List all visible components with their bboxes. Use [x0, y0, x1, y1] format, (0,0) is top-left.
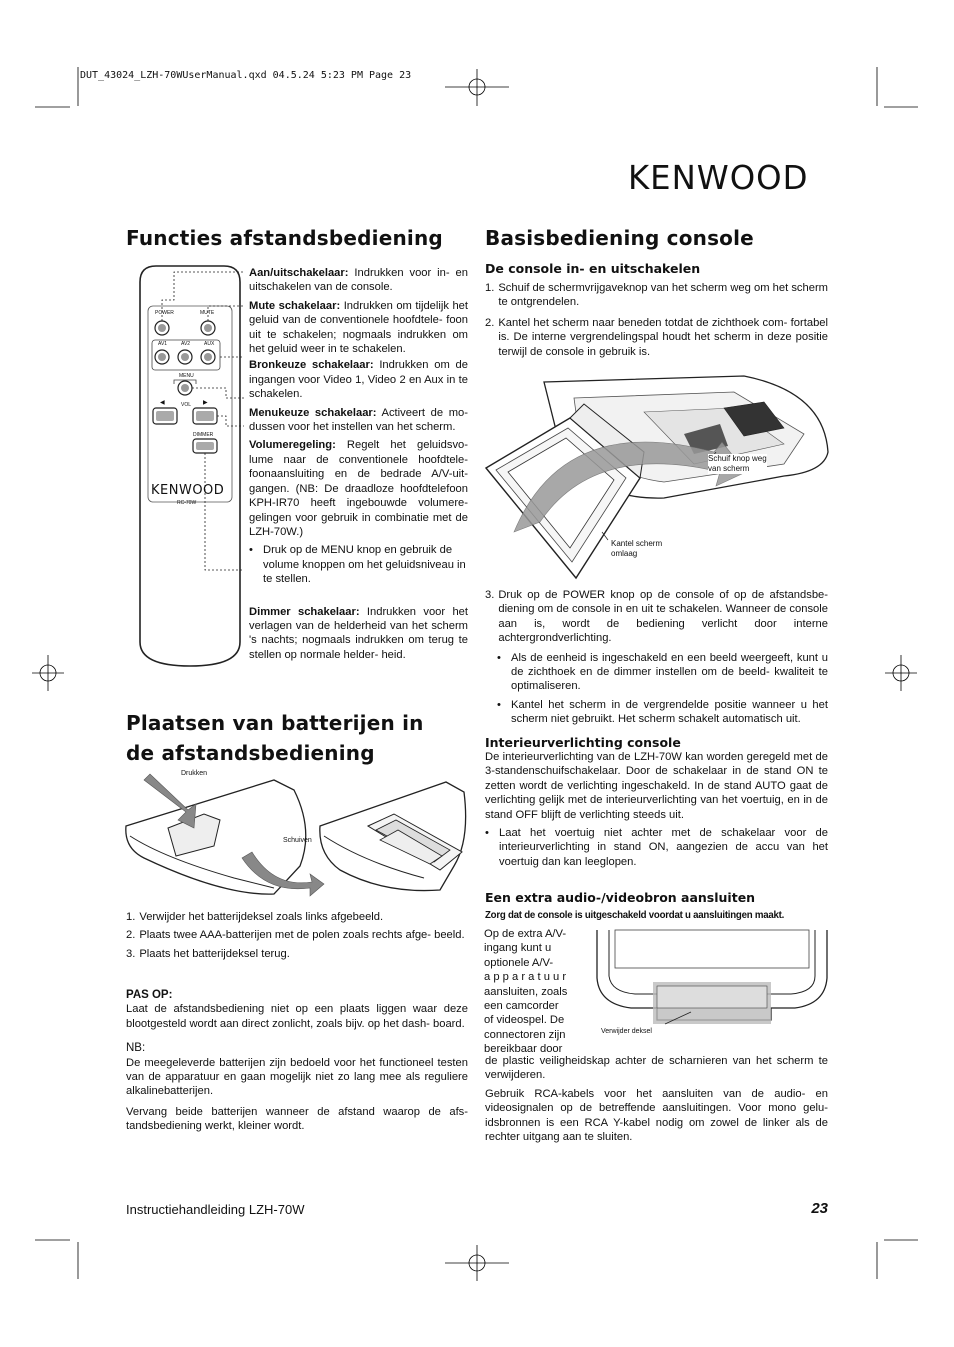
remote-vol-left-glyph: ◀	[160, 400, 165, 406]
item-dimmer: Dimmer schakelaar: Indrukken voor het verlagen van de helderheid van het scherm 's nachts; nogmaals indrukken om terug te stellen op normale helder- heid.	[249, 605, 468, 661]
remote-brand-logo: KENWOOD	[151, 483, 225, 498]
av-cover-illustration	[595, 928, 829, 1028]
remote-illustration	[136, 262, 266, 672]
section-title-batteries: Plaatsen van batterijen in de afstandsbediening	[126, 711, 424, 765]
remote-vol-right-glyph: ▶	[203, 400, 208, 406]
battery-steps	[126, 910, 468, 961]
footer-manual-title: Instructiehandleiding LZH-70W	[126, 1202, 305, 1217]
remote-function-list	[249, 266, 468, 662]
remote-aux-label: AUX	[204, 341, 215, 347]
registration-mark-bottom	[445, 1245, 509, 1281]
av-text-narrow: Op de extra A/V- ingang kunt u optionele A/V- a p p a r a t u u r aansluiten, zoals een camcorder of videospel. De connectoren zijn bereikbaar door	[484, 928, 568, 1056]
subtitle-power: De console in- en uitschakelen	[485, 261, 701, 276]
remote-av2-label: AV2	[181, 341, 191, 347]
remote-power-label: POWER	[155, 310, 174, 316]
item-mute: Mute schakelaar: Indrukken om tijdelijk het geluid van de conventionele hoofdtele- foon uit te schakelen; nogmaals indrukken om het geluid weer in te schakelen.	[249, 299, 468, 356]
slide-knob-label: Schuif knop weg van scherm	[708, 454, 767, 473]
battery-step-2: 2. Plaats twee AAA-batterijen met de polen zoals rechts afge- beeld.	[126, 929, 465, 942]
console-steps	[485, 281, 828, 359]
remote-dimmer-label: DIMMER	[193, 432, 214, 438]
remote-mute-label: MUTE	[200, 310, 215, 316]
battery-illustration	[124, 770, 474, 900]
note-title: NB:	[126, 1042, 146, 1055]
interior-bullet: • Laat het voertuig niet achter met de schakelaar voor de interieurverlichting in stand ON, aangezien de accu van het voertuig dan kan leeglopen.	[485, 827, 828, 868]
registration-mark-top	[445, 69, 509, 106]
volume-bullet: • Druk op de MENU knop en gebruik de volume knoppen om het geluidsniveau in te stellen.	[249, 544, 466, 586]
subtitle-av-source: Een extra audio-/videobron aansluiten	[485, 890, 756, 905]
remote-model-label: RC-70W	[177, 500, 197, 506]
item-source: Bronkeuze schakelaar: Indrukken om de ingangen voor Video 1, Video 2 en Aux in te schakelen.	[249, 359, 468, 401]
file-info: DUT_43024_LZH-70WUserManual.qxd 04.5.24 5:23 PM Page 23	[80, 70, 412, 81]
console-step-2: 2. Kantel het scherm naar beneden totdat de zichthoek com- fortabel is. De interne vergrendelingspal houdt het scherm in deze positie terwijl de console in gebruik is.	[485, 316, 828, 358]
av-text-tail: de plastic veiligheidskap achter de scharnieren van het scherm te verwijderen. Gebruik RCA-kabels voor het aansluiten van de audio- en videosignalen op de betreffende aansluitingen. Voor mono gelu- idsbronnen is een RCA Y-kabel nodig om zowel de linker als de rechter uitgang aan te sluiten.	[485, 1055, 828, 1144]
remove-cover-label: Verwijder deksel	[601, 1028, 652, 1035]
remote-av1-label: AV1	[158, 341, 168, 347]
page-number: 23	[811, 1200, 828, 1217]
step3-bullet-2: • Kantel het scherm in de vergrendelde positie wanneer u het scherm niet gebruikt. Het scherm schakelt automatisch uit.	[497, 698, 828, 726]
console-step-1: 1. Schuif de schermvrijgaveknop van het scherm weg om het scherm te ontgrendelen.	[485, 282, 828, 309]
subtitle-interior: Interieurverlichting console	[485, 735, 681, 750]
console-step-3-block	[485, 588, 828, 727]
item-volume: Volumeregeling: Regelt het geluidsvo- lume naar de conventionele hoofdtele- foonaansluiting en de bedrade A/V-uit- gangen. (NB: De draadloze hoofdtelefoon KPH-IR70 heeft ingebouwde volumere- gelingen voor gebruik in combinatie met de LZH-70W.)	[249, 439, 468, 538]
registration-mark-right	[885, 655, 917, 691]
item-menu: Menukeuze schakelaar: Activeert de mo- dussen voor het instellen van het scherm.	[249, 406, 468, 434]
note-text-2: Vervang beide batterijen wanneer de afstand waarop de afs- tandsbediening werkt, kleiner wordt.	[126, 1105, 468, 1133]
caution-text: Laat de afstandsbediening niet op een plaats liggen waar deze blootgesteld wordt aan direct zonlicht, zoals bijv. op het dash- board.	[126, 1003, 468, 1030]
press-label: Drukken	[181, 770, 208, 777]
interior-block	[485, 750, 828, 869]
caution-block	[126, 988, 468, 1134]
slide-label: Schuiven	[283, 837, 312, 844]
section-title-remote-functions: Functies afstandsbediening	[126, 226, 443, 250]
item-power: Aan/uitschakelaar: Indrukken voor in- en uitschakelen van de console.	[249, 267, 468, 294]
battery-step-3: 3. Plaats het batterijdeksel terug.	[126, 947, 290, 960]
registration-mark-left	[32, 655, 64, 691]
note-text-1: De meegeleverde batterijen zijn bedoeld voor het functioneel testen van de apparatuur en gaan mogelijk niet zo lang mee als reguliere alkalinebatterijen.	[126, 1056, 468, 1098]
remote-vol-label: VOL	[181, 402, 192, 408]
battery-step-1: 1. Verwijder het batterijdeksel zoals links afgebeeld.	[126, 911, 384, 923]
interior-text: De interieurverlichting van de LZH-70W kan worden geregeld met de 3-standenschuifschakelaar. Door de schakelaar in de stand ON te zetten wordt de verlichting ingeschakeld. In de stand AUTO gaat de verlichting gelijk met de interieurverlichting van het voertuig, en in de stand OFF blijft de verlichting steeds uit.	[485, 751, 828, 821]
caution-title: PAS OP:	[126, 989, 173, 1001]
section-title-console: Basisbediening console	[485, 226, 754, 250]
step3-bullet-1: • Als de eenheid is ingeschakeld en een beeld weergeeft, kunt u de zichthoek en de dimmer instellen om de beeld- kwaliteit te optimaliseren.	[497, 651, 828, 693]
rca-text: Gebruik RCA-kabels voor het aansluiten van de audio- en videosignalen op de betreffende aansluitingen. Voor mono gelu- idsbronnen is een RCA Y-kabel nodig om zowel de linker als de rechter uitgang aan te sluiten.	[485, 1087, 828, 1144]
tilt-label: Kantel scherm omlaag	[611, 539, 663, 558]
av-warning: Zorg dat de console is uitgeschakeld voordat u aansluitingen maakt.	[485, 910, 785, 921]
remote-menu-label: MENU	[179, 373, 194, 379]
console-step-3: 3. Druk op de POWER knop op de console of op de afstandsbe- diening om de console in en uit te schakelen. Wanneer de console aan is, wordt de bediening verlicht door interne achtergrondverlichting.	[485, 589, 828, 645]
kenwood-logo: KENWOOD	[628, 158, 809, 197]
